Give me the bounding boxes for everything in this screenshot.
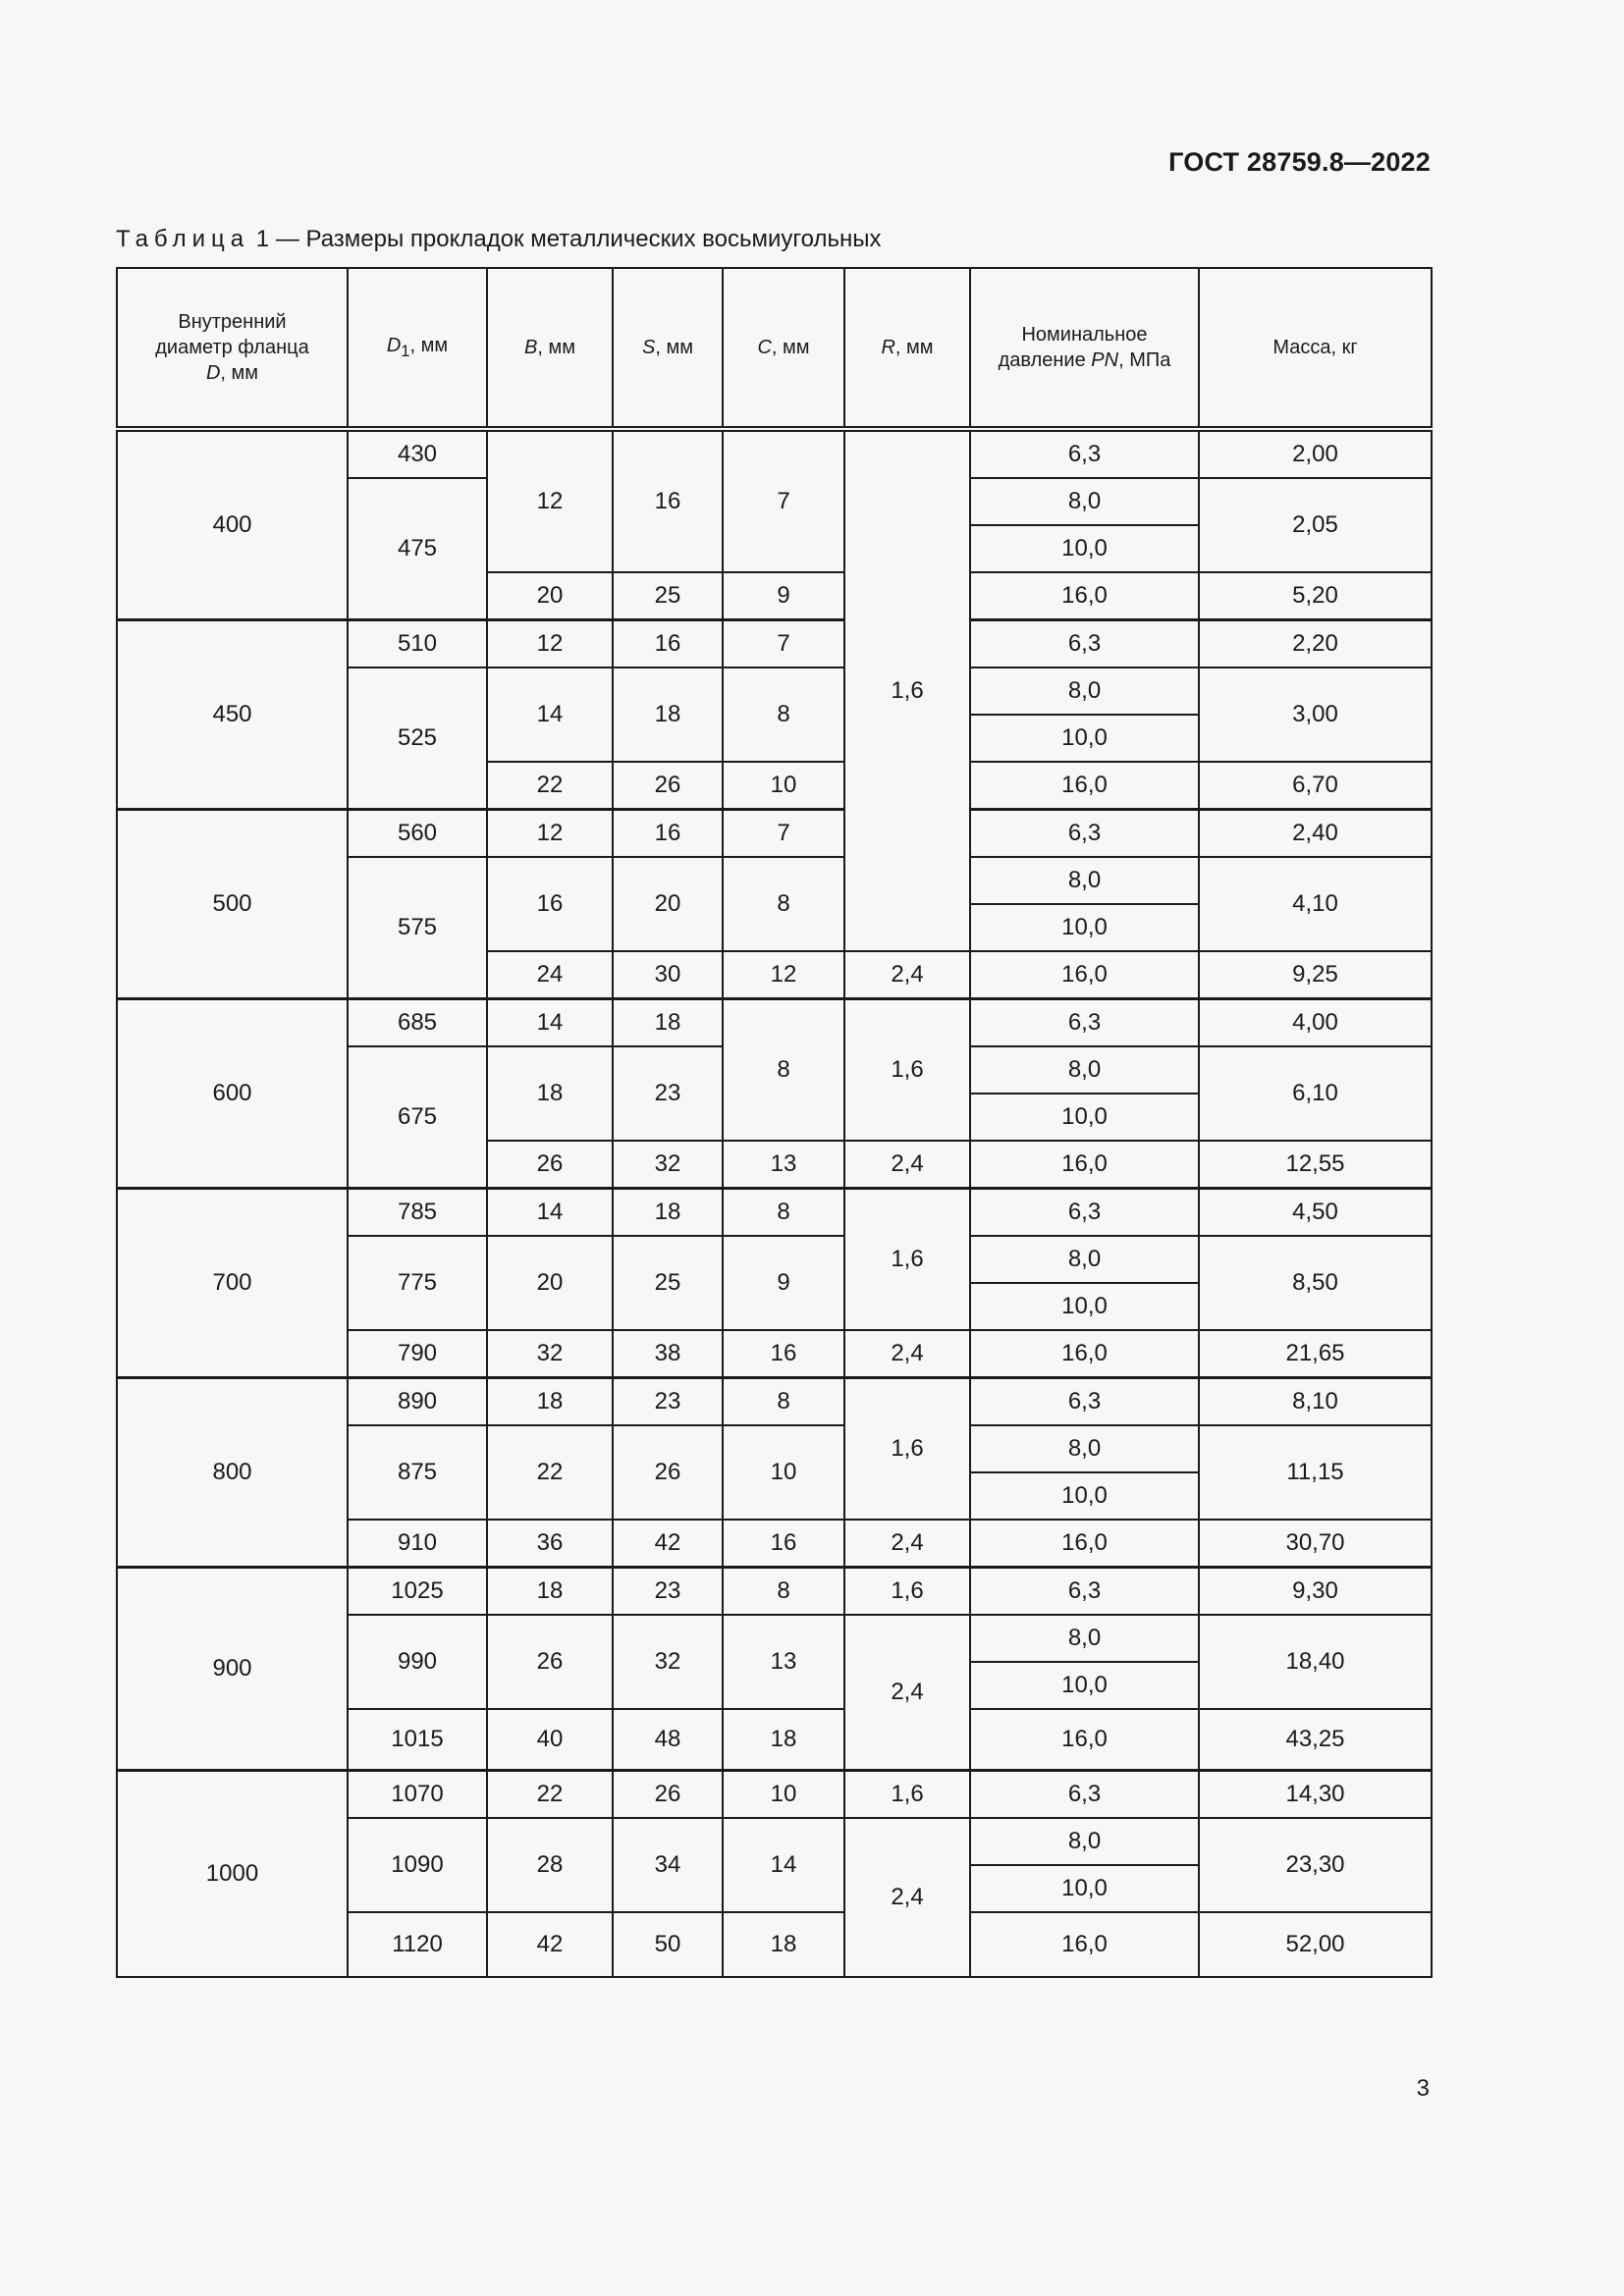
cell-s: 26 <box>613 1425 723 1520</box>
cell-mass: 2,00 <box>1199 429 1432 478</box>
cell-flange-diameter: 600 <box>117 999 348 1189</box>
cell-mass: 8,10 <box>1199 1378 1432 1426</box>
cell-pn: 16,0 <box>970 572 1199 620</box>
header-b: B, мм <box>487 268 613 429</box>
cell-mass: 2,20 <box>1199 620 1432 668</box>
cell-r: 1,6 <box>844 429 970 951</box>
cell-b: 18 <box>487 1568 613 1616</box>
cell-c: 8 <box>723 1378 844 1426</box>
cell-pn: 16,0 <box>970 1520 1199 1568</box>
cell-s: 34 <box>613 1818 723 1912</box>
cell-r: 1,6 <box>844 999 970 1142</box>
cell-pn: 6,3 <box>970 999 1199 1047</box>
cell-pn: 16,0 <box>970 1912 1199 1977</box>
cell-s: 25 <box>613 1236 723 1330</box>
cell-b: 22 <box>487 762 613 810</box>
cell-c: 8 <box>723 999 844 1142</box>
cell-s: 38 <box>613 1330 723 1378</box>
header-flange-diameter: Внутренний диаметр фланца D, мм <box>117 268 348 429</box>
table-row <box>117 1189 1432 1237</box>
cell-flange-diameter: 1000 <box>117 1771 348 1978</box>
cell-s: 32 <box>613 1141 723 1189</box>
cell-s: 23 <box>613 1568 723 1616</box>
cell-d1: 1120 <box>348 1912 487 1977</box>
header-r: R, мм <box>844 268 970 429</box>
page-number: 3 <box>1416 2075 1430 2102</box>
cell-mass: 3,00 <box>1199 667 1432 762</box>
cell-c: 8 <box>723 1189 844 1237</box>
cell-pn: 10,0 <box>970 1283 1199 1330</box>
cell-pn: 10,0 <box>970 525 1199 572</box>
cell-d1: 1015 <box>348 1709 487 1771</box>
cell-c: 14 <box>723 1818 844 1912</box>
cell-s: 32 <box>613 1615 723 1709</box>
cell-pn: 10,0 <box>970 904 1199 951</box>
table-caption <box>116 226 881 253</box>
cell-pn: 10,0 <box>970 1662 1199 1709</box>
cell-b: 18 <box>487 1046 613 1141</box>
cell-c: 7 <box>723 620 844 668</box>
cell-mass: 6,10 <box>1199 1046 1432 1141</box>
cell-d1: 430 <box>348 429 487 478</box>
table-row <box>117 429 1432 478</box>
cell-b: 42 <box>487 1912 613 1977</box>
cell-b: 40 <box>487 1709 613 1771</box>
cell-s: 20 <box>613 857 723 951</box>
cell-flange-diameter: 700 <box>117 1189 348 1378</box>
cell-d1: 775 <box>348 1236 487 1330</box>
cell-b: 18 <box>487 1378 613 1426</box>
cell-c: 7 <box>723 429 844 572</box>
cell-flange-diameter: 400 <box>117 429 348 620</box>
cell-d1: 560 <box>348 810 487 858</box>
table-row <box>117 999 1432 1047</box>
cell-pn: 6,3 <box>970 1771 1199 1819</box>
cell-s: 26 <box>613 762 723 810</box>
header-s: S, мм <box>613 268 723 429</box>
cell-d1: 910 <box>348 1520 487 1568</box>
table-caption-word: Таблица <box>116 226 250 252</box>
cell-s: 23 <box>613 1378 723 1426</box>
cell-d1: 675 <box>348 1046 487 1189</box>
cell-mass: 4,50 <box>1199 1189 1432 1237</box>
cell-b: 20 <box>487 1236 613 1330</box>
cell-pn: 8,0 <box>970 1046 1199 1094</box>
table-row <box>117 810 1432 858</box>
cell-c: 16 <box>723 1520 844 1568</box>
cell-d1: 890 <box>348 1378 487 1426</box>
cell-mass: 9,30 <box>1199 1568 1432 1616</box>
cell-pn: 8,0 <box>970 667 1199 715</box>
cell-s: 26 <box>613 1771 723 1819</box>
cell-d1: 475 <box>348 478 487 620</box>
cell-pn: 8,0 <box>970 1818 1199 1865</box>
cell-b: 22 <box>487 1771 613 1819</box>
header-d1: $D_1$, мм <box>348 268 487 429</box>
cell-c: 8 <box>723 1568 844 1616</box>
cell-s: 50 <box>613 1912 723 1977</box>
cell-pn: 6,3 <box>970 1568 1199 1616</box>
cell-r: 1,6 <box>844 1568 970 1616</box>
cell-c: 8 <box>723 667 844 762</box>
cell-r: 2,4 <box>844 1141 970 1189</box>
cell-d1: 990 <box>348 1615 487 1709</box>
cell-c: 9 <box>723 1236 844 1330</box>
table-row <box>117 1771 1432 1819</box>
cell-b: 36 <box>487 1520 613 1568</box>
cell-mass: 14,30 <box>1199 1771 1432 1819</box>
cell-s: 30 <box>613 951 723 999</box>
cell-c: 18 <box>723 1709 844 1771</box>
cell-c: 9 <box>723 572 844 620</box>
cell-d1: 1090 <box>348 1818 487 1912</box>
cell-d1: 1025 <box>348 1568 487 1616</box>
cell-mass: 30,70 <box>1199 1520 1432 1568</box>
cell-b: 16 <box>487 857 613 951</box>
cell-s: 16 <box>613 810 723 858</box>
cell-s: 18 <box>613 1189 723 1237</box>
cell-pn: 10,0 <box>970 1865 1199 1912</box>
cell-d1: 875 <box>348 1425 487 1520</box>
cell-r: 2,4 <box>844 1818 970 1977</box>
cell-c: 7 <box>723 810 844 858</box>
cell-b: 14 <box>487 999 613 1047</box>
cell-flange-diameter: 500 <box>117 810 348 999</box>
cell-c: 13 <box>723 1615 844 1709</box>
cell-s: 18 <box>613 667 723 762</box>
cell-c: 12 <box>723 951 844 999</box>
cell-mass: 4,00 <box>1199 999 1432 1047</box>
cell-b: 12 <box>487 620 613 668</box>
cell-d1: 785 <box>348 1189 487 1237</box>
document-code: ГОСТ 28759.8—2022 <box>1168 147 1431 177</box>
cell-pn: 6,3 <box>970 429 1199 478</box>
cell-flange-diameter: 800 <box>117 1378 348 1568</box>
cell-s: 16 <box>613 429 723 572</box>
table-row <box>117 620 1432 668</box>
cell-pn: 16,0 <box>970 1141 1199 1189</box>
cell-pn: 8,0 <box>970 1236 1199 1283</box>
gasket-dimensions-table <box>116 267 1433 1978</box>
cell-d1: 790 <box>348 1330 487 1378</box>
cell-c: 8 <box>723 857 844 951</box>
cell-b: 28 <box>487 1818 613 1912</box>
cell-r: 2,4 <box>844 951 970 999</box>
cell-d1: 575 <box>348 857 487 999</box>
cell-pn: 10,0 <box>970 715 1199 762</box>
cell-pn: 6,3 <box>970 620 1199 668</box>
cell-mass: 23,30 <box>1199 1818 1432 1912</box>
cell-d1: 685 <box>348 999 487 1047</box>
cell-s: 16 <box>613 620 723 668</box>
cell-r: 1,6 <box>844 1378 970 1521</box>
table-row <box>117 1378 1432 1426</box>
cell-c: 16 <box>723 1330 844 1378</box>
cell-s: 25 <box>613 572 723 620</box>
cell-b: 32 <box>487 1330 613 1378</box>
cell-b: 12 <box>487 429 613 572</box>
cell-pn: 8,0 <box>970 1425 1199 1472</box>
cell-b: 26 <box>487 1615 613 1709</box>
cell-mass: 18,40 <box>1199 1615 1432 1709</box>
cell-mass: 2,05 <box>1199 478 1432 572</box>
cell-b: 14 <box>487 667 613 762</box>
cell-c: 10 <box>723 1771 844 1819</box>
cell-b: 22 <box>487 1425 613 1520</box>
cell-d1: 1070 <box>348 1771 487 1819</box>
cell-mass: 2,40 <box>1199 810 1432 858</box>
cell-mass: 5,20 <box>1199 572 1432 620</box>
cell-b: 14 <box>487 1189 613 1237</box>
cell-mass: 4,10 <box>1199 857 1432 951</box>
header-pn: Номинальное давление PN, МПа <box>970 268 1199 429</box>
table-row <box>117 1568 1432 1616</box>
cell-c: 10 <box>723 1425 844 1520</box>
cell-r: 1,6 <box>844 1189 970 1331</box>
cell-pn: 16,0 <box>970 1330 1199 1378</box>
cell-pn: 16,0 <box>970 762 1199 810</box>
cell-r: 2,4 <box>844 1520 970 1568</box>
cell-mass: 52,00 <box>1199 1912 1432 1977</box>
cell-b: 12 <box>487 810 613 858</box>
header-mass: Масса, кг <box>1199 268 1432 429</box>
cell-mass: 12,55 <box>1199 1141 1432 1189</box>
cell-b: 24 <box>487 951 613 999</box>
cell-mass: 11,15 <box>1199 1425 1432 1520</box>
cell-c: 10 <box>723 762 844 810</box>
cell-pn: 8,0 <box>970 857 1199 904</box>
cell-mass: 6,70 <box>1199 762 1432 810</box>
cell-b: 26 <box>487 1141 613 1189</box>
cell-mass: 8,50 <box>1199 1236 1432 1330</box>
header-row <box>117 268 1432 429</box>
table-caption-title: — Размеры прокладок металлических восьмиугольных <box>275 226 882 252</box>
cell-pn: 6,3 <box>970 1378 1199 1426</box>
cell-pn: 16,0 <box>970 1709 1199 1771</box>
cell-r: 1,6 <box>844 1771 970 1819</box>
header-c: C, мм <box>723 268 844 429</box>
cell-pn: 16,0 <box>970 951 1199 999</box>
cell-r: 2,4 <box>844 1330 970 1378</box>
cell-pn: 8,0 <box>970 1615 1199 1662</box>
cell-pn: 10,0 <box>970 1472 1199 1520</box>
cell-pn: 8,0 <box>970 478 1199 525</box>
cell-pn: 6,3 <box>970 1189 1199 1237</box>
cell-d1: 525 <box>348 667 487 810</box>
cell-pn: 6,3 <box>970 810 1199 858</box>
cell-c: 13 <box>723 1141 844 1189</box>
cell-mass: 21,65 <box>1199 1330 1432 1378</box>
cell-s: 23 <box>613 1046 723 1141</box>
cell-s: 48 <box>613 1709 723 1771</box>
table-caption-number: 1 <box>255 226 270 252</box>
cell-flange-diameter: 900 <box>117 1568 348 1771</box>
cell-s: 42 <box>613 1520 723 1568</box>
cell-d1: 510 <box>348 620 487 668</box>
cell-c: 18 <box>723 1912 844 1977</box>
cell-b: 20 <box>487 572 613 620</box>
cell-flange-diameter: 450 <box>117 620 348 810</box>
cell-r: 2,4 <box>844 1615 970 1771</box>
cell-mass: 9,25 <box>1199 951 1432 999</box>
cell-s: 18 <box>613 999 723 1047</box>
cell-mass: 43,25 <box>1199 1709 1432 1771</box>
cell-pn: 10,0 <box>970 1094 1199 1141</box>
